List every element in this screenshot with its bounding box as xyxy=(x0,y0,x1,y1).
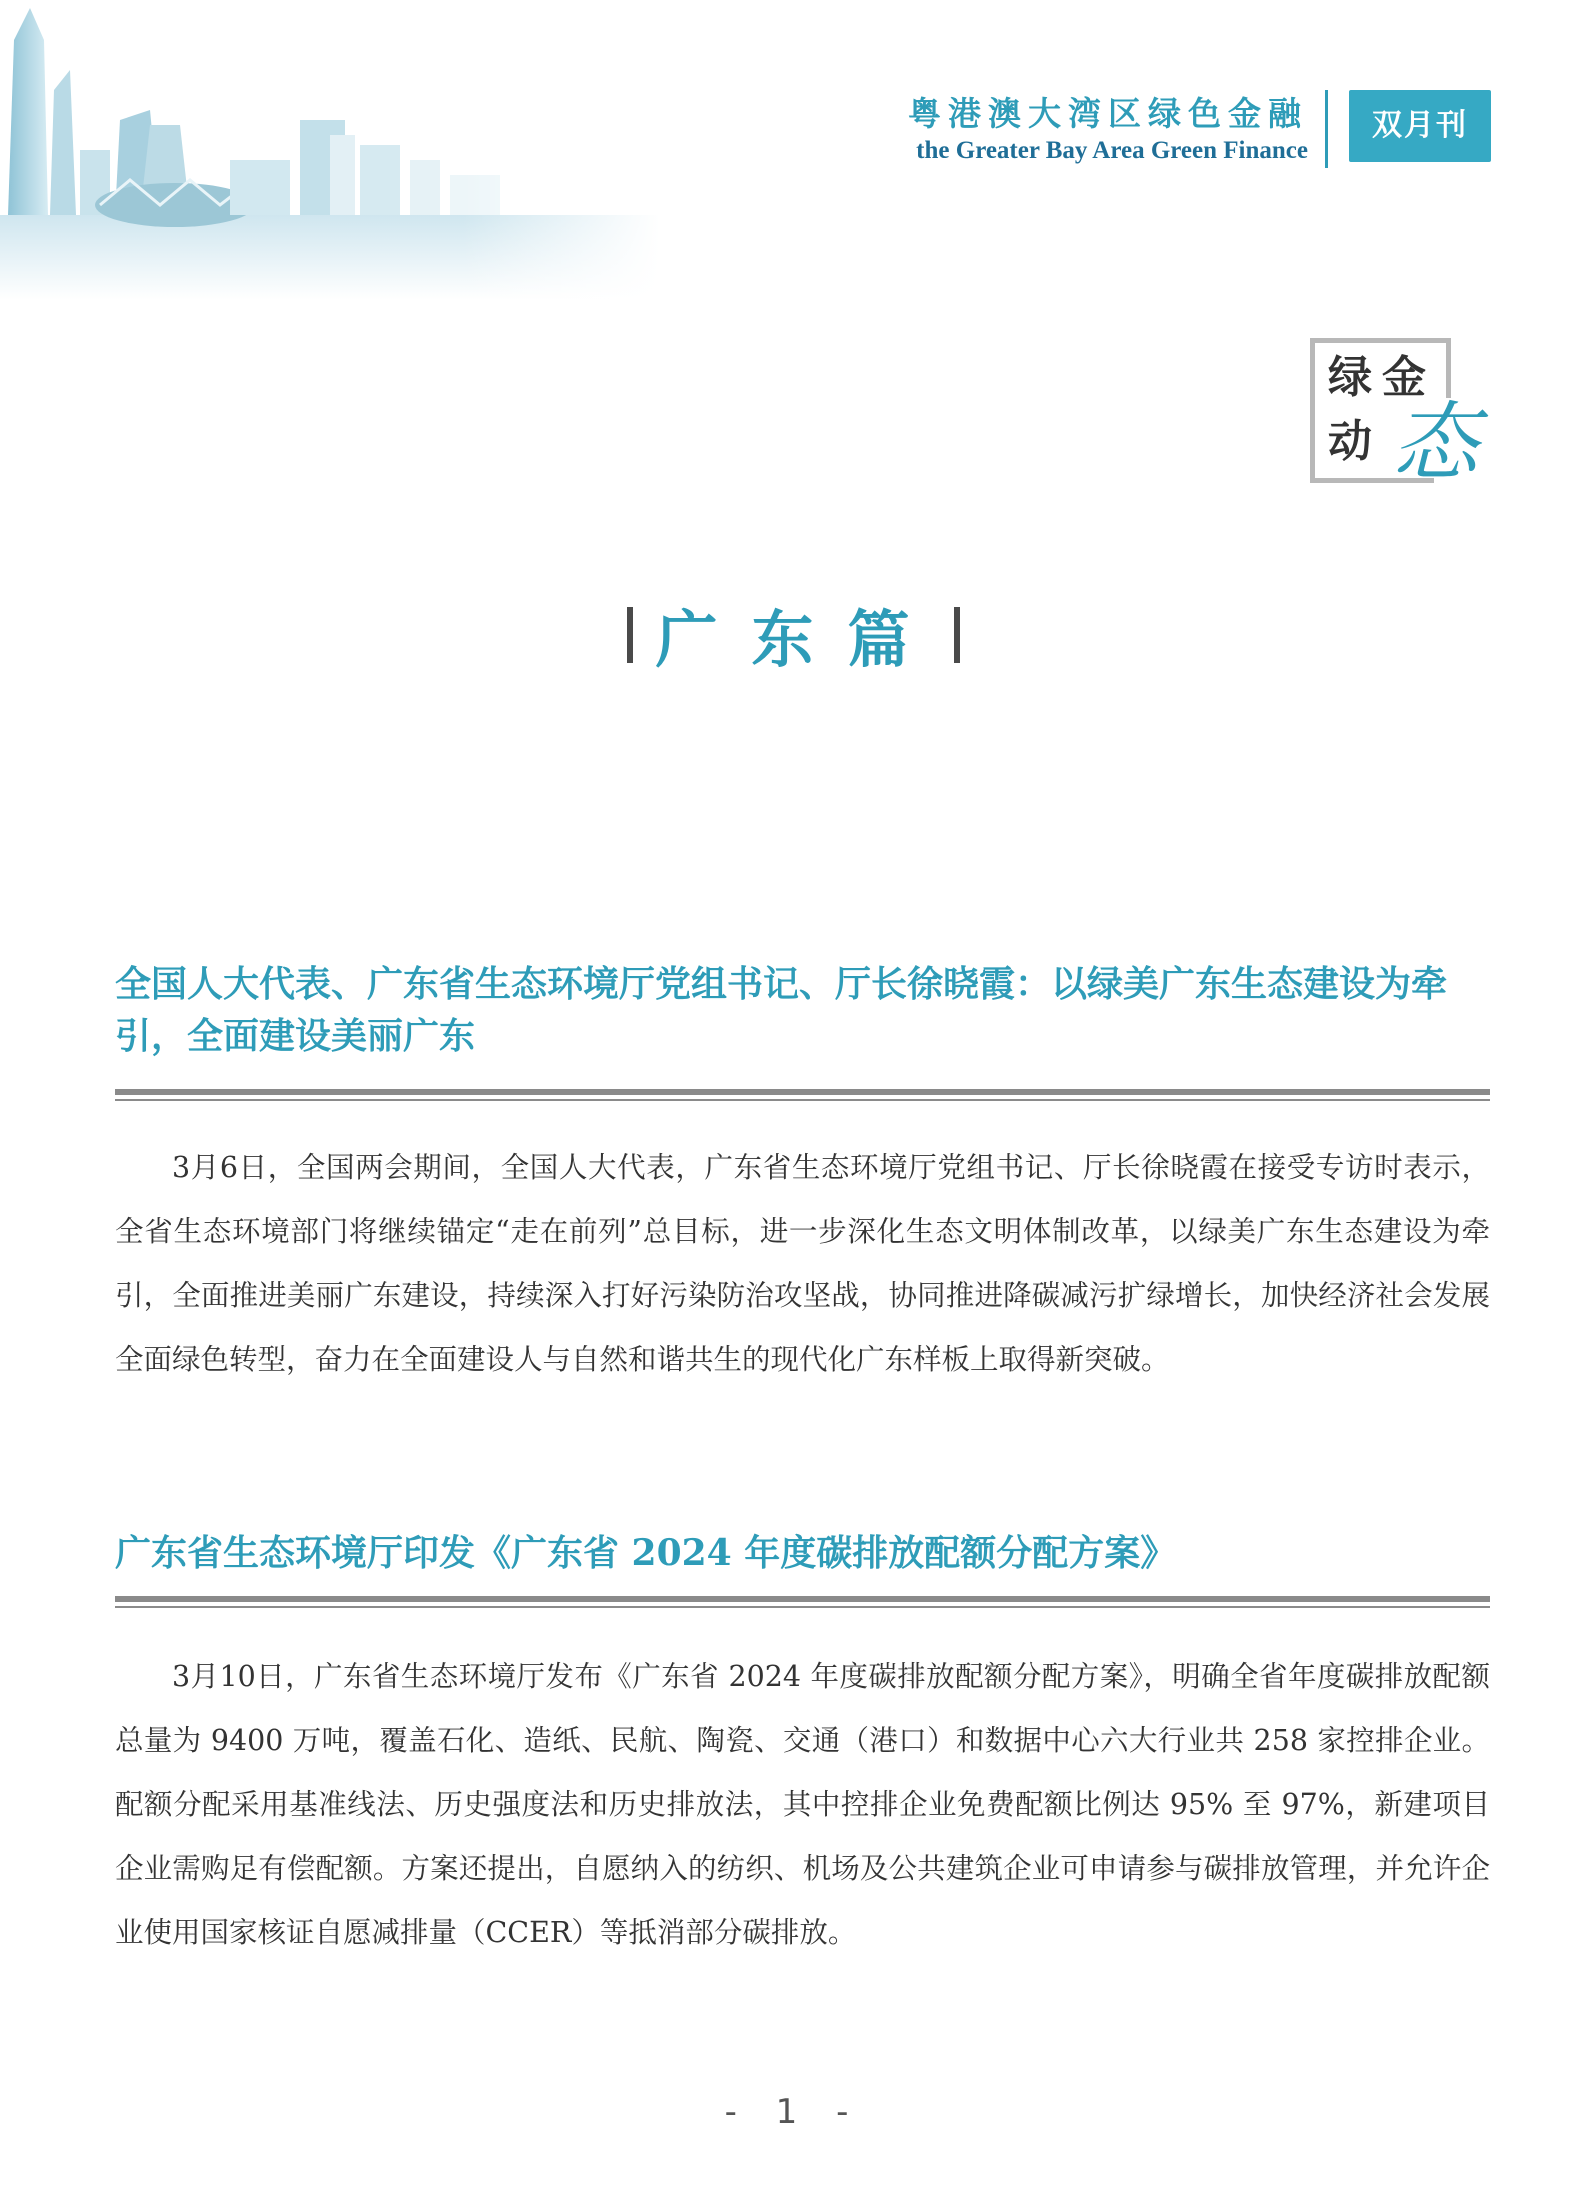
emblem-char-4: 态 xyxy=(1392,393,1478,493)
section-title-text: 广东篇 xyxy=(655,603,944,676)
article-2-rule xyxy=(115,1596,1490,1608)
emblem-char-3: 动 xyxy=(1328,416,1372,467)
section-title-right-bar xyxy=(954,607,960,663)
article-1-headline: 全国人大代表、广东省生态环境厅党组书记、厅长徐晓霞：以绿美广东生态建设为牵引，全面建设美丽广东 xyxy=(115,963,1448,1057)
publication-title-cn: 粤港澳大湾区绿色金融 xyxy=(908,94,1308,133)
emblem-char-2: 金 xyxy=(1382,352,1426,403)
section-title xyxy=(0,590,1587,680)
emblem-char-1: 绿 xyxy=(1328,352,1372,403)
article-1-rule xyxy=(115,1089,1490,1101)
publication-title-en: the Greater Bay Area Green Finance xyxy=(916,137,1308,164)
section-title-left-bar xyxy=(627,607,633,663)
article-1-body: 3月6日，全国两会期间，全国人大代表，广东省生态环境厅党组书记、厅长徐晓霞在接受专访时表示，全省生态环境部门将继续锚定“走在前列”总目标，进一步深化生态文明体制改革，以绿美广东生态建设为牵引，全面推进美丽广东建设，持续深入打好污染防治攻坚战，协同推进降碳减污扩绿增长，加快经济社会发展全面绿色转型，奋力在全面建设人与自然和谐共生的现代化广东样板上取得新突破。 xyxy=(115,1151,1490,1376)
column-emblem xyxy=(1310,338,1480,503)
article-2-headline: 广东省生态环境厅印发《广东省 2024 年度碳排放配额分配方案》 xyxy=(115,1532,1177,1574)
page-number: - 1 - xyxy=(724,2092,863,2132)
masthead-divider xyxy=(1325,90,1328,168)
bimonthly-badge: 双月刊 xyxy=(1349,90,1491,162)
masthead xyxy=(0,84,1587,174)
article-2-body: 3月10日，广东省生态环境厅发布《广东省 2024 年度碳排放配额分配方案》，明确全省年度碳排放配额总量为 9400 万吨，覆盖石化、造纸、民航、陶瓷、交通（港口）和数据中心六大行业共 258 家控排企业。配额分配采用基准线法、历史强度法和历史排放法，其中控排企业免费配额比例达 95% 至 97%，新建项目企业需购足有偿配额。方案还提出，自愿纳入的纺织、机场及公共建筑企业可申请参与碳排放管理，并允许企业使用国家核证自愿减排量（CCER）等抵消部分碳排放。 xyxy=(115,1660,1490,1949)
